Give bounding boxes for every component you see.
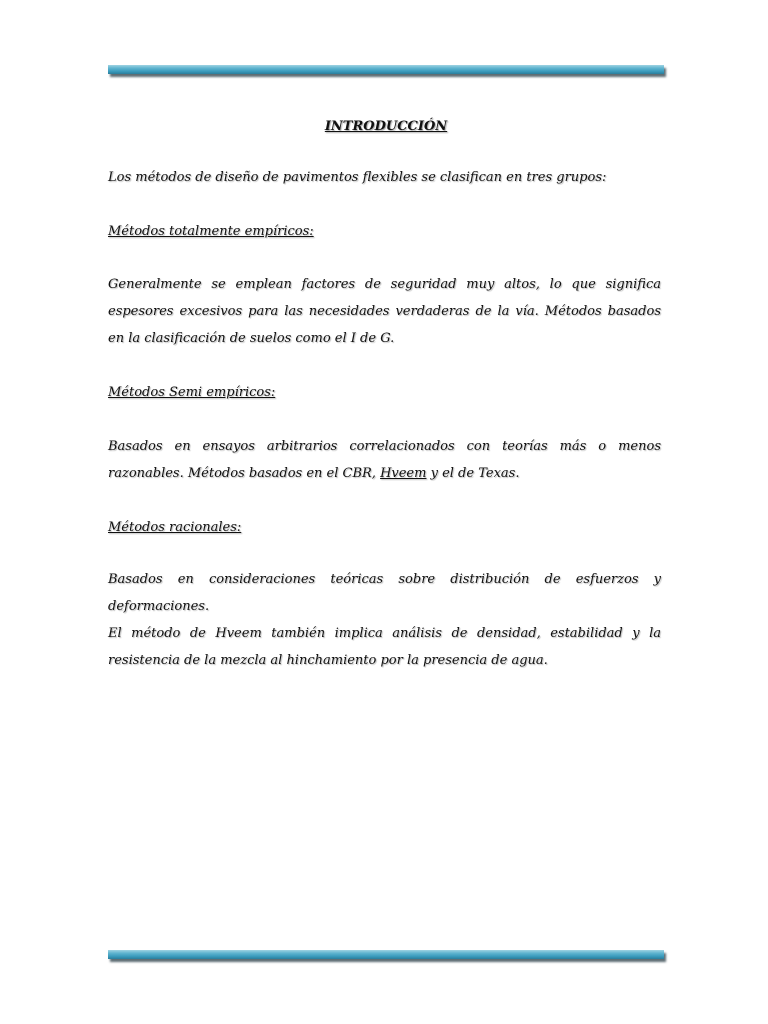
- page-title: INTRODUCCIÓN: [324, 119, 448, 134]
- semi-empirical-text-start: Basados en ensayos arbitrarios correlacionados con teorías más o menos razonables. Métodos basados en el CBR,: [108, 439, 661, 481]
- intro-paragraph: Los métodos de diseño de pavimentos flexibles se clasifican en tres grupos:: [108, 170, 607, 185]
- rational-heading: Métodos racionales:: [108, 520, 242, 535]
- rational-paragraph: Basados en consideraciones teóricas sobre distribución de esfuerzos y deformaciones.: [108, 572, 661, 614]
- semi-empirical-heading: Métodos Semi empíricos:: [108, 385, 276, 400]
- hveem-paragraph: El método de Hveem también implica análisis de densidad, estabilidad y la resistencia de la mezcla al hinchamiento por la presencia de agua.: [108, 626, 661, 668]
- empirical-paragraph: Generalmente se emplean factores de seguridad muy altos, lo que significa espesores excesivos para las necesidades verdaderas de la vía. Métodos basados en la clasificación de suelos como el I de G.: [108, 277, 661, 346]
- semi-empirical-text-end: y el de Texas.: [426, 466, 520, 481]
- hveem-link[interactable]: Hveem: [380, 466, 427, 481]
- semi-empirical-paragraph: [108, 433, 661, 487]
- empirical-heading: Métodos totalmente empíricos:: [108, 224, 314, 239]
- bottom-decorative-rule: [108, 950, 664, 959]
- top-decorative-rule: [108, 65, 664, 74]
